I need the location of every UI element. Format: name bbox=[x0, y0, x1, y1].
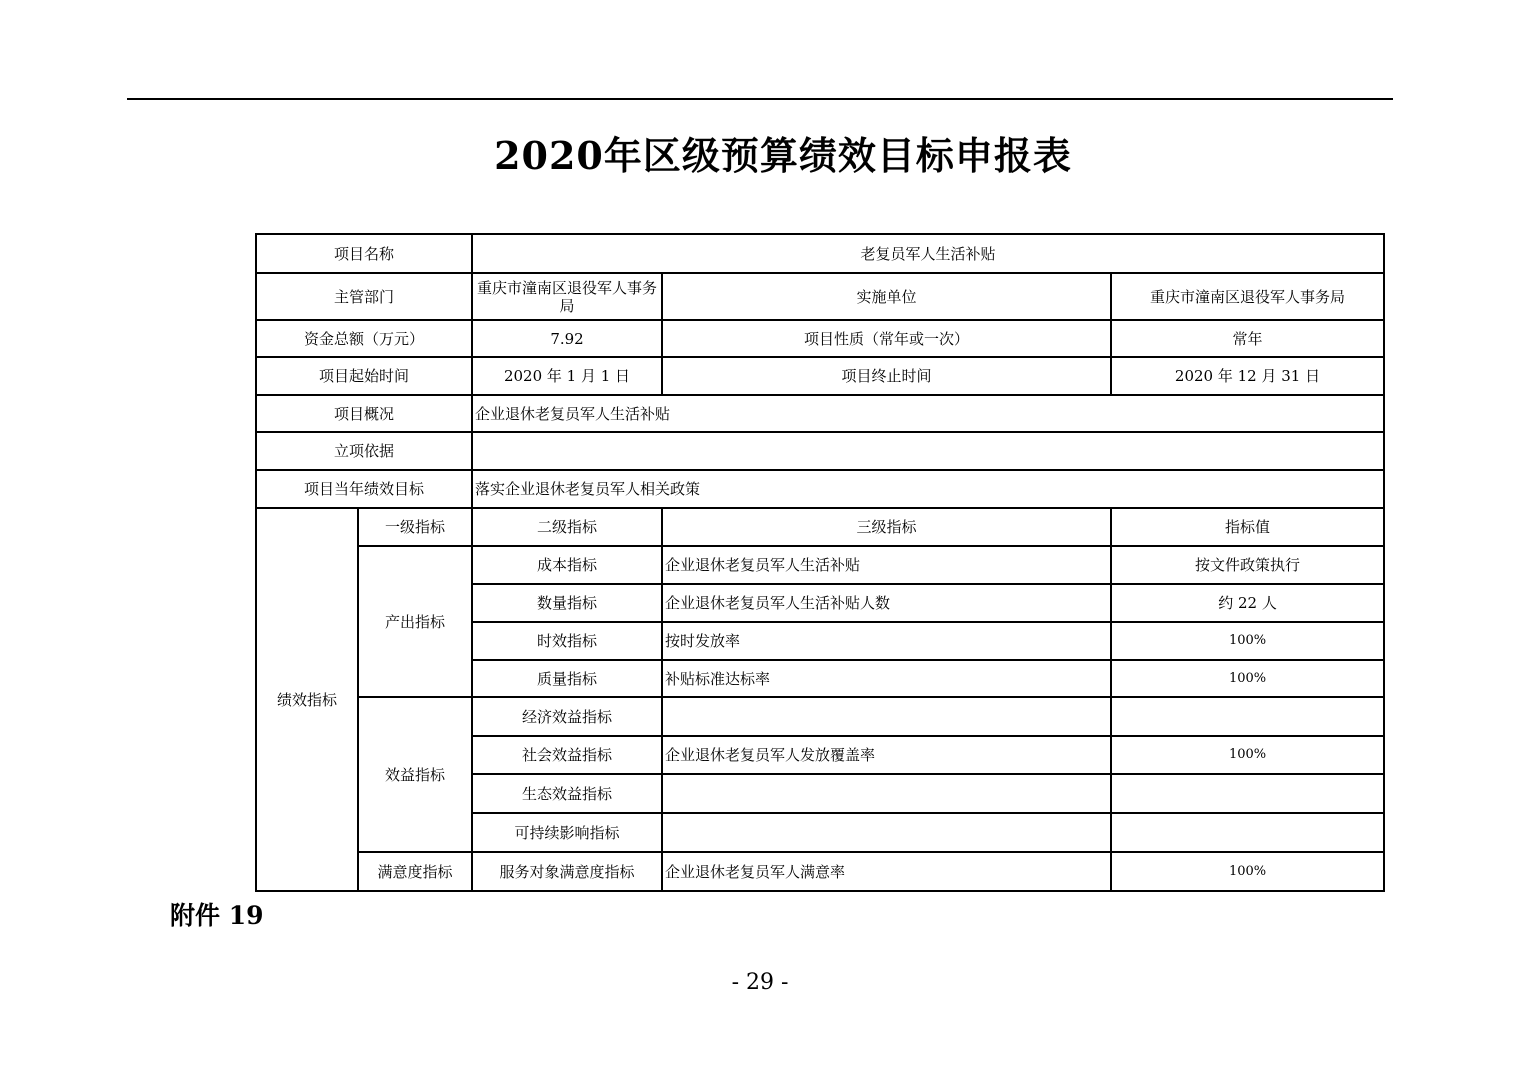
level2-cell: 成本指标 bbox=[472, 546, 662, 584]
level3-cell: 企业退休老复员军人生活补贴 bbox=[662, 546, 1111, 584]
goal-label: 项目当年绩效目标 bbox=[256, 470, 472, 508]
implementer-label: 实施单位 bbox=[662, 273, 1111, 320]
header-level3: 三级指标 bbox=[662, 508, 1111, 546]
value-cell: 100% bbox=[1111, 852, 1384, 891]
row-basis bbox=[256, 432, 1384, 470]
value-cell: 100% bbox=[1111, 736, 1384, 774]
row-project-name bbox=[256, 234, 1384, 273]
level3-cell: 企业退休老复员军人生活补贴人数 bbox=[662, 584, 1111, 622]
value-cell bbox=[1111, 813, 1384, 852]
start-value: 2020 年 1 月 1 日 bbox=[472, 357, 662, 395]
header-level2: 二级指标 bbox=[472, 508, 662, 546]
table-row bbox=[256, 546, 1384, 584]
level2-cell: 时效指标 bbox=[472, 622, 662, 660]
benefit-indicator-label: 效益指标 bbox=[358, 697, 472, 852]
level3-cell bbox=[662, 774, 1111, 813]
value-cell: 100% bbox=[1111, 660, 1384, 697]
level3-cell: 企业退休老复员军人发放覆盖率 bbox=[662, 736, 1111, 774]
attachment-label: 附件 19 bbox=[170, 901, 264, 930]
project-name-label: 项目名称 bbox=[256, 234, 472, 273]
level3-cell bbox=[662, 697, 1111, 736]
implementer-value: 重庆市潼南区退役军人事务局 bbox=[1111, 273, 1384, 320]
funds-value: 7.92 bbox=[472, 320, 662, 357]
row-department bbox=[256, 273, 1384, 320]
page-number: - 29 - bbox=[731, 970, 789, 995]
value-cell: 约 22 人 bbox=[1111, 584, 1384, 622]
overview-value: 企业退休老复员军人生活补贴 bbox=[472, 395, 1384, 432]
level2-cell: 社会效益指标 bbox=[472, 736, 662, 774]
indicator-header-row bbox=[256, 508, 1384, 546]
level3-cell: 按时发放率 bbox=[662, 622, 1111, 660]
row-goal bbox=[256, 470, 1384, 508]
level2-cell: 生态效益指标 bbox=[472, 774, 662, 813]
level3-cell bbox=[662, 813, 1111, 852]
row-period bbox=[256, 357, 1384, 395]
project-name-value: 老复员军人生活补贴 bbox=[472, 234, 1384, 273]
header-level1: 一级指标 bbox=[358, 508, 472, 546]
end-value: 2020 年 12 月 31 日 bbox=[1111, 357, 1384, 395]
level2-cell: 质量指标 bbox=[472, 660, 662, 697]
level2-cell: 数量指标 bbox=[472, 584, 662, 622]
nature-label: 项目性质（常年或一次） bbox=[662, 320, 1111, 357]
nature-value: 常年 bbox=[1111, 320, 1384, 357]
header-rule bbox=[127, 98, 1393, 100]
basis-label: 立项依据 bbox=[256, 432, 472, 470]
output-indicator-label: 产出指标 bbox=[358, 546, 472, 697]
level2-cell: 经济效益指标 bbox=[472, 697, 662, 736]
row-funds bbox=[256, 320, 1384, 357]
department-value: 重庆市潼南区退役军人事务局 bbox=[472, 273, 662, 320]
value-cell: 按文件政策执行 bbox=[1111, 546, 1384, 584]
performance-indicators-label: 绩效指标 bbox=[256, 508, 358, 891]
funds-label: 资金总额（万元） bbox=[256, 320, 472, 357]
table-row bbox=[256, 852, 1384, 891]
level2-cell: 可持续影响指标 bbox=[472, 813, 662, 852]
level3-cell: 企业退休老复员军人满意率 bbox=[662, 852, 1111, 891]
level2-cell: 服务对象满意度指标 bbox=[472, 852, 662, 891]
end-label: 项目终止时间 bbox=[662, 357, 1111, 395]
start-label: 项目起始时间 bbox=[256, 357, 472, 395]
satisfaction-indicator-label: 满意度指标 bbox=[358, 852, 472, 891]
value-cell: 100% bbox=[1111, 622, 1384, 660]
value-cell bbox=[1111, 697, 1384, 736]
value-cell bbox=[1111, 774, 1384, 813]
table-row bbox=[256, 697, 1384, 736]
level3-cell: 补贴标准达标率 bbox=[662, 660, 1111, 697]
department-label: 主管部门 bbox=[256, 273, 472, 320]
header-value: 指标值 bbox=[1111, 508, 1384, 546]
basis-value bbox=[472, 432, 1384, 470]
document-title: 2020年区级预算绩效目标申报表 bbox=[494, 133, 1072, 178]
row-overview bbox=[256, 395, 1384, 432]
goal-value: 落实企业退休老复员军人相关政策 bbox=[472, 470, 1384, 508]
overview-label: 项目概况 bbox=[256, 395, 472, 432]
budget-performance-table bbox=[255, 233, 1385, 892]
